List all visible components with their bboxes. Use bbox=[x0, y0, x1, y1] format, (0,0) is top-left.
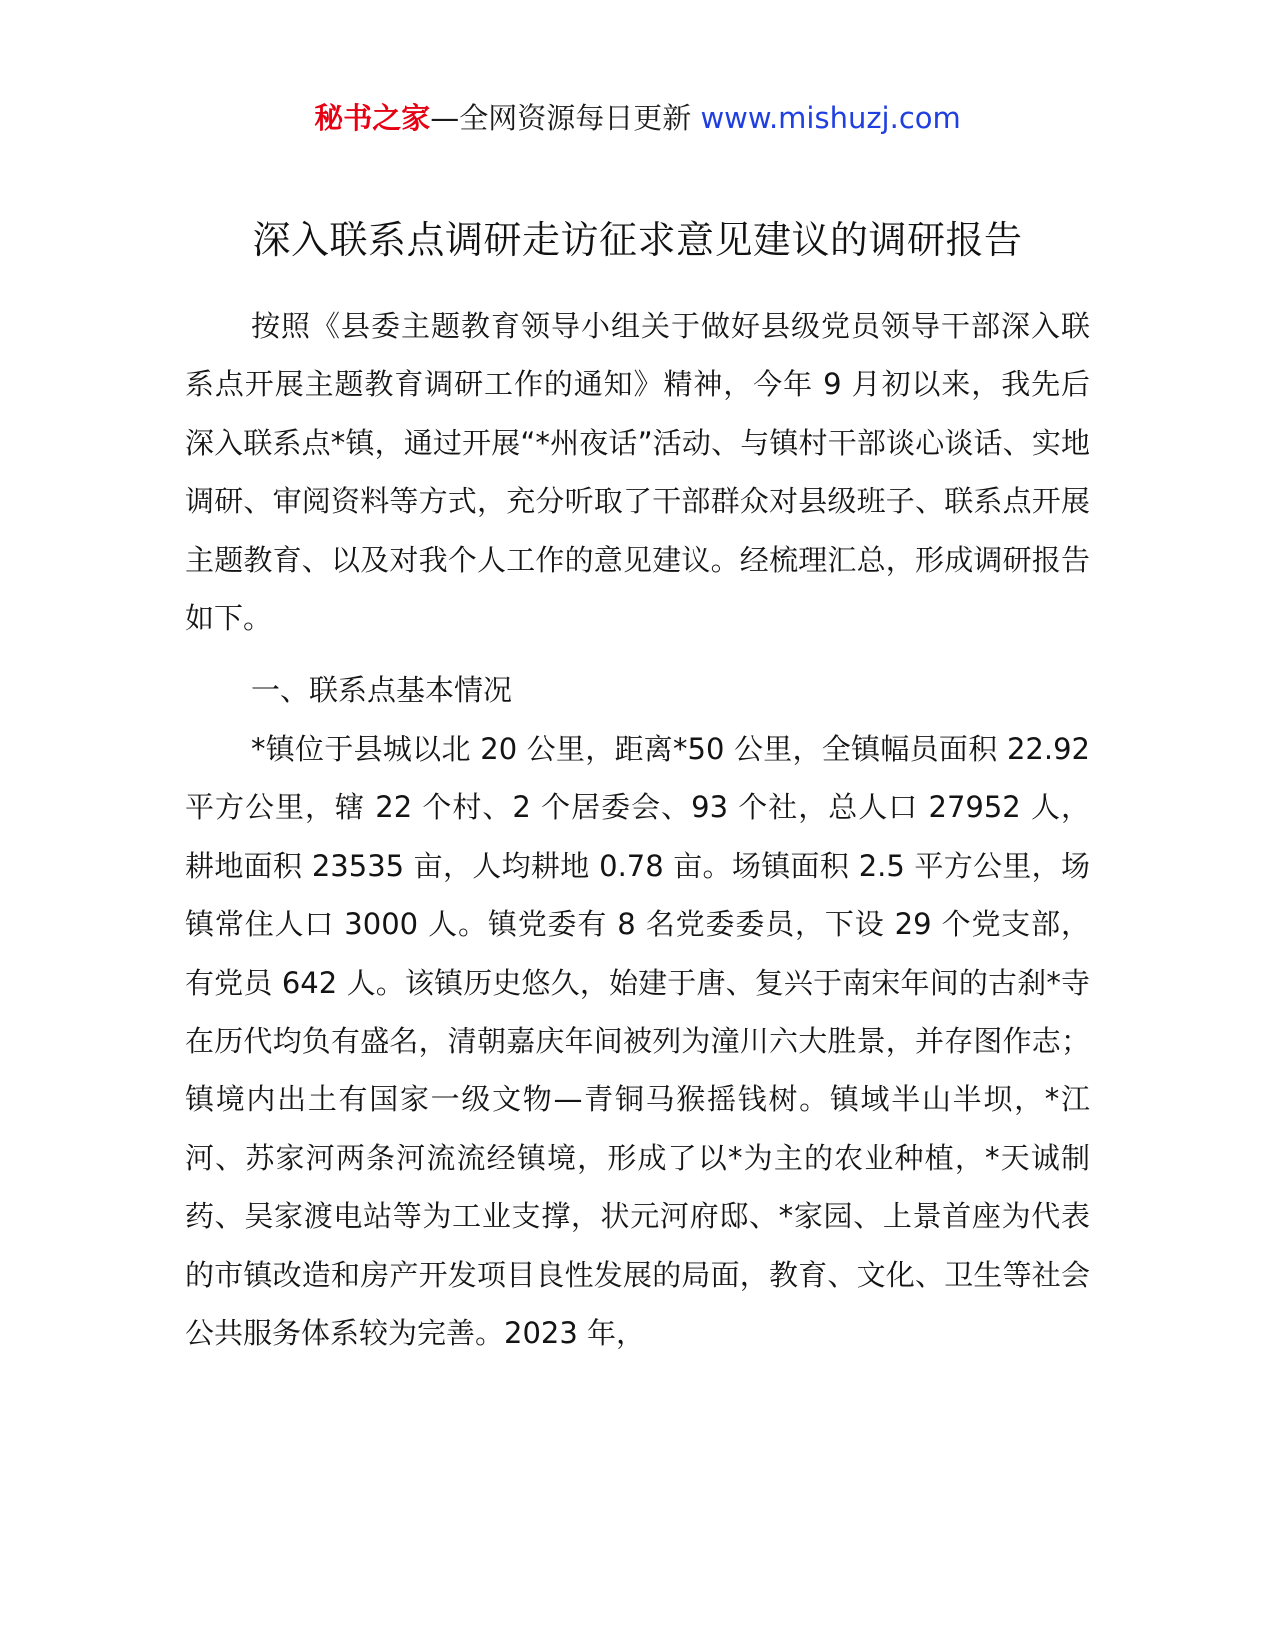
document-title: 深入联系点调研走访征求意见建议的调研报告 bbox=[252, 218, 1023, 262]
site-banner bbox=[0, 96, 1275, 140]
intro-paragraph: 按照《县委主题教育领导小组关于做好县级党员领导干部深入联系点开展主题教育调研工作的通知》精神，今年 9 月初以来，我先后深入联系点*镇，通过开展“*州夜话”活动、与镇村干部谈心谈话、实地调研、审阅资料等方式，充分听取了干部群众对县级班子、联系点开展主题教育、以及对我个人工作的意见建议。经梳理汇总，形成调研报告如下。 bbox=[185, 309, 1090, 636]
banner-tagline: —全网资源每日更新 bbox=[430, 101, 692, 135]
brand-name: 秘书之家 bbox=[314, 101, 431, 135]
section-heading: 一、联系点基本情况 bbox=[251, 673, 513, 707]
basic-info-paragraph: *镇位于县城以北 20 公里，距离*50 公里，全镇幅员面积 22.92 平方公里，辖 22 个村、2 个居委会、93 个社，总人口 27952 人，耕地面积 23535 亩，人均耕地 0.78 亩。场镇面积 2.5 平方公里，场镇常住人口 3000 人。镇党委有 8 名党委委员，下设 29 个党支部，有党员 642 人。该镇历史悠久，始建于唐、复兴于南宋年间的古刹*寺在历代均负有盛名，清朝嘉庆年间被列为潼川六大胜景，并存图作志；镇境内出土有国家一级文物—青铜马猴摇钱树。镇域半山半坝，*江河、苏家河两条河流流经镇境，形成了以*为主的农业种植，*天诚制药、吴家渡电站等为工业支撑，状元河府邸、*家园、上景首座为代表的市镇改造和房产开发项目良性发展的局面，教育、文化、卫生等社会公共服务体系较为完善。2023 年， bbox=[185, 732, 1090, 1351]
site-url-link[interactable]: www.mishuzj.com bbox=[700, 101, 961, 135]
